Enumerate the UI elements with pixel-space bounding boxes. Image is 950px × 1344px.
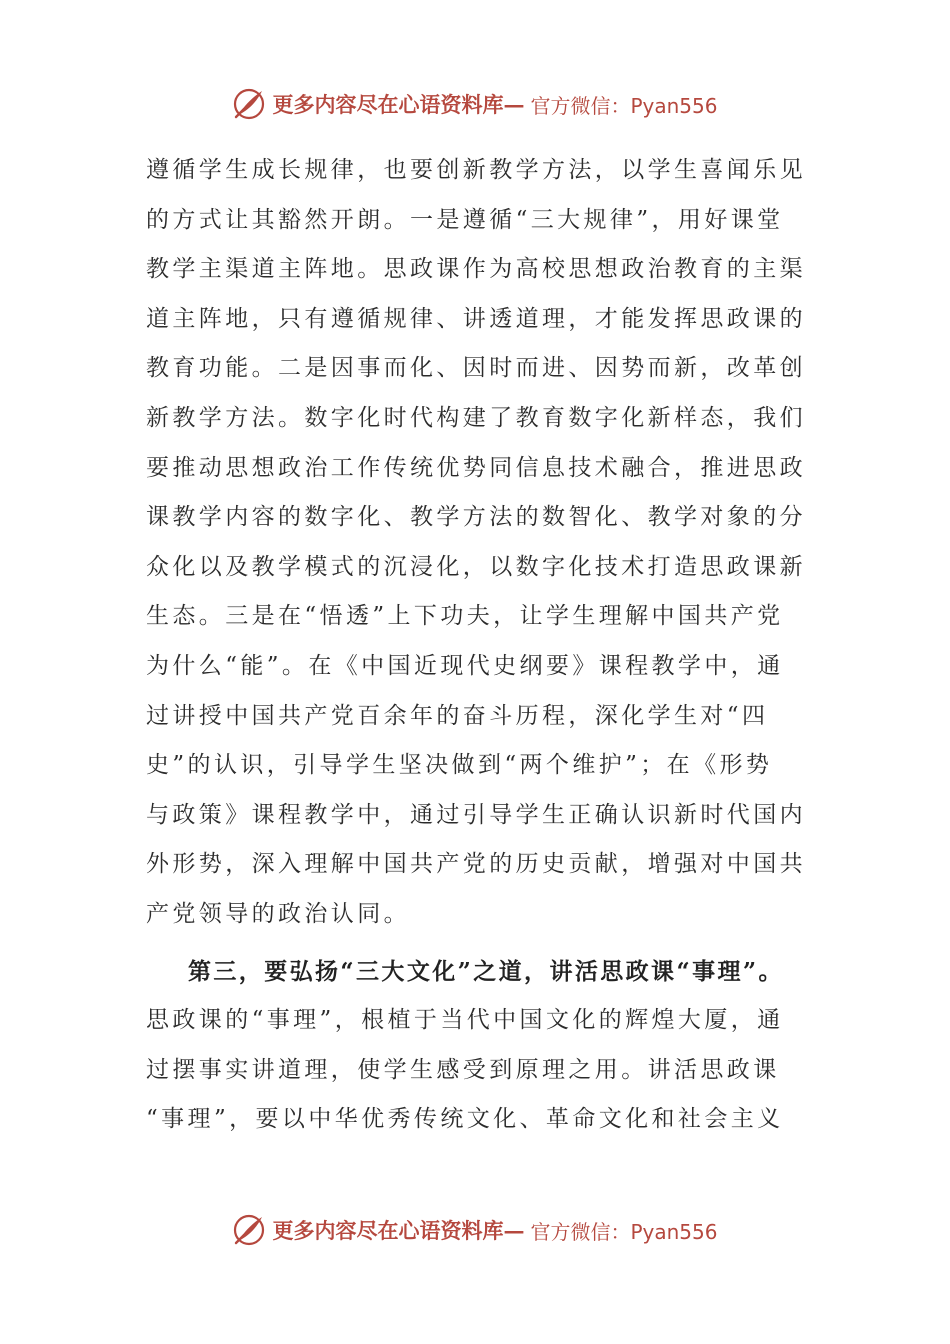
text-line: 教学主渠道主阵地。思政课作为高校思想政治教育的主渠 xyxy=(146,256,806,283)
paragraph-spacer xyxy=(146,940,826,947)
section-heading: 第三，要弘扬“三大文化”之道，讲活思政课“事理”。 xyxy=(188,957,784,985)
text-line: 思政课的“事理”，根植于当代中国文化的辉煌大厦，通 xyxy=(146,1007,784,1034)
text-line: 新教学方法。数字化时代构建了教育数字化新样态，我们 xyxy=(146,404,806,431)
text-line: 的方式让其豁然开朗。一是遵循“三大规律”，用好课堂 xyxy=(146,206,784,233)
quill-pen-icon xyxy=(232,1213,266,1247)
text-line: “事理”，要以中华优秀传统文化、革命文化和社会主义 xyxy=(146,1106,784,1133)
text-line: 道主阵地，只有遵循规律、讲透道理，才能发挥思政课的 xyxy=(146,305,806,332)
watermark-wechat-text: 官方微信：Pyan556 xyxy=(530,93,718,118)
text-line: 生态。三是在“悟透”上下功夫，让学生理解中国共产党 xyxy=(146,603,784,630)
text-line: 过摆事实讲道理，使学生感受到原理之用。讲活思政课 xyxy=(146,1056,780,1083)
text-line: 要推动思想政治工作传统优势同信息技术融合，推进思政 xyxy=(146,454,806,481)
watermark-wechat-text: 官方微信：Pyan556 xyxy=(530,1219,718,1244)
text-line: 过讲授中国共产党百余年的奋斗历程，深化学生对“四 xyxy=(146,702,769,729)
text-line: 为什么“能”。在《中国近现代史纲要》课程教学中，通 xyxy=(146,652,784,679)
watermark-main-text: 更多内容尽在心语资料库— xyxy=(272,92,525,117)
text-line: 教育功能。二是因事而化、因时而进、因势而新，改革创 xyxy=(146,355,806,382)
text-line: 外形势，深入理解中国共产党的历史贡献，增强对中国共 xyxy=(146,851,806,878)
quill-pen-icon xyxy=(232,87,266,121)
watermark-main-text: 更多内容尽在心语资料库— xyxy=(272,1218,525,1243)
header-watermark xyxy=(0,84,950,124)
text-line: 产党领导的政治认同。 xyxy=(146,900,410,927)
text-line: 遵循学生成长规律，也要创新教学方法，以学生喜闻乐见 xyxy=(146,157,806,183)
text-line: 史”的认识，引导学生坚决做到“两个维护”；在《形势 xyxy=(146,752,773,779)
text-line: 与政策》课程教学中，通过引导学生正确认识新时代国内 xyxy=(146,801,806,828)
text-line: 众化以及教学模式的沉浸化，以数字化技术打造思政课新 xyxy=(146,553,806,580)
footer-watermark xyxy=(0,1210,950,1250)
document-body xyxy=(146,146,826,1145)
text-line: 课教学内容的数字化、教学方法的数智化、教学对象的分 xyxy=(146,504,806,531)
